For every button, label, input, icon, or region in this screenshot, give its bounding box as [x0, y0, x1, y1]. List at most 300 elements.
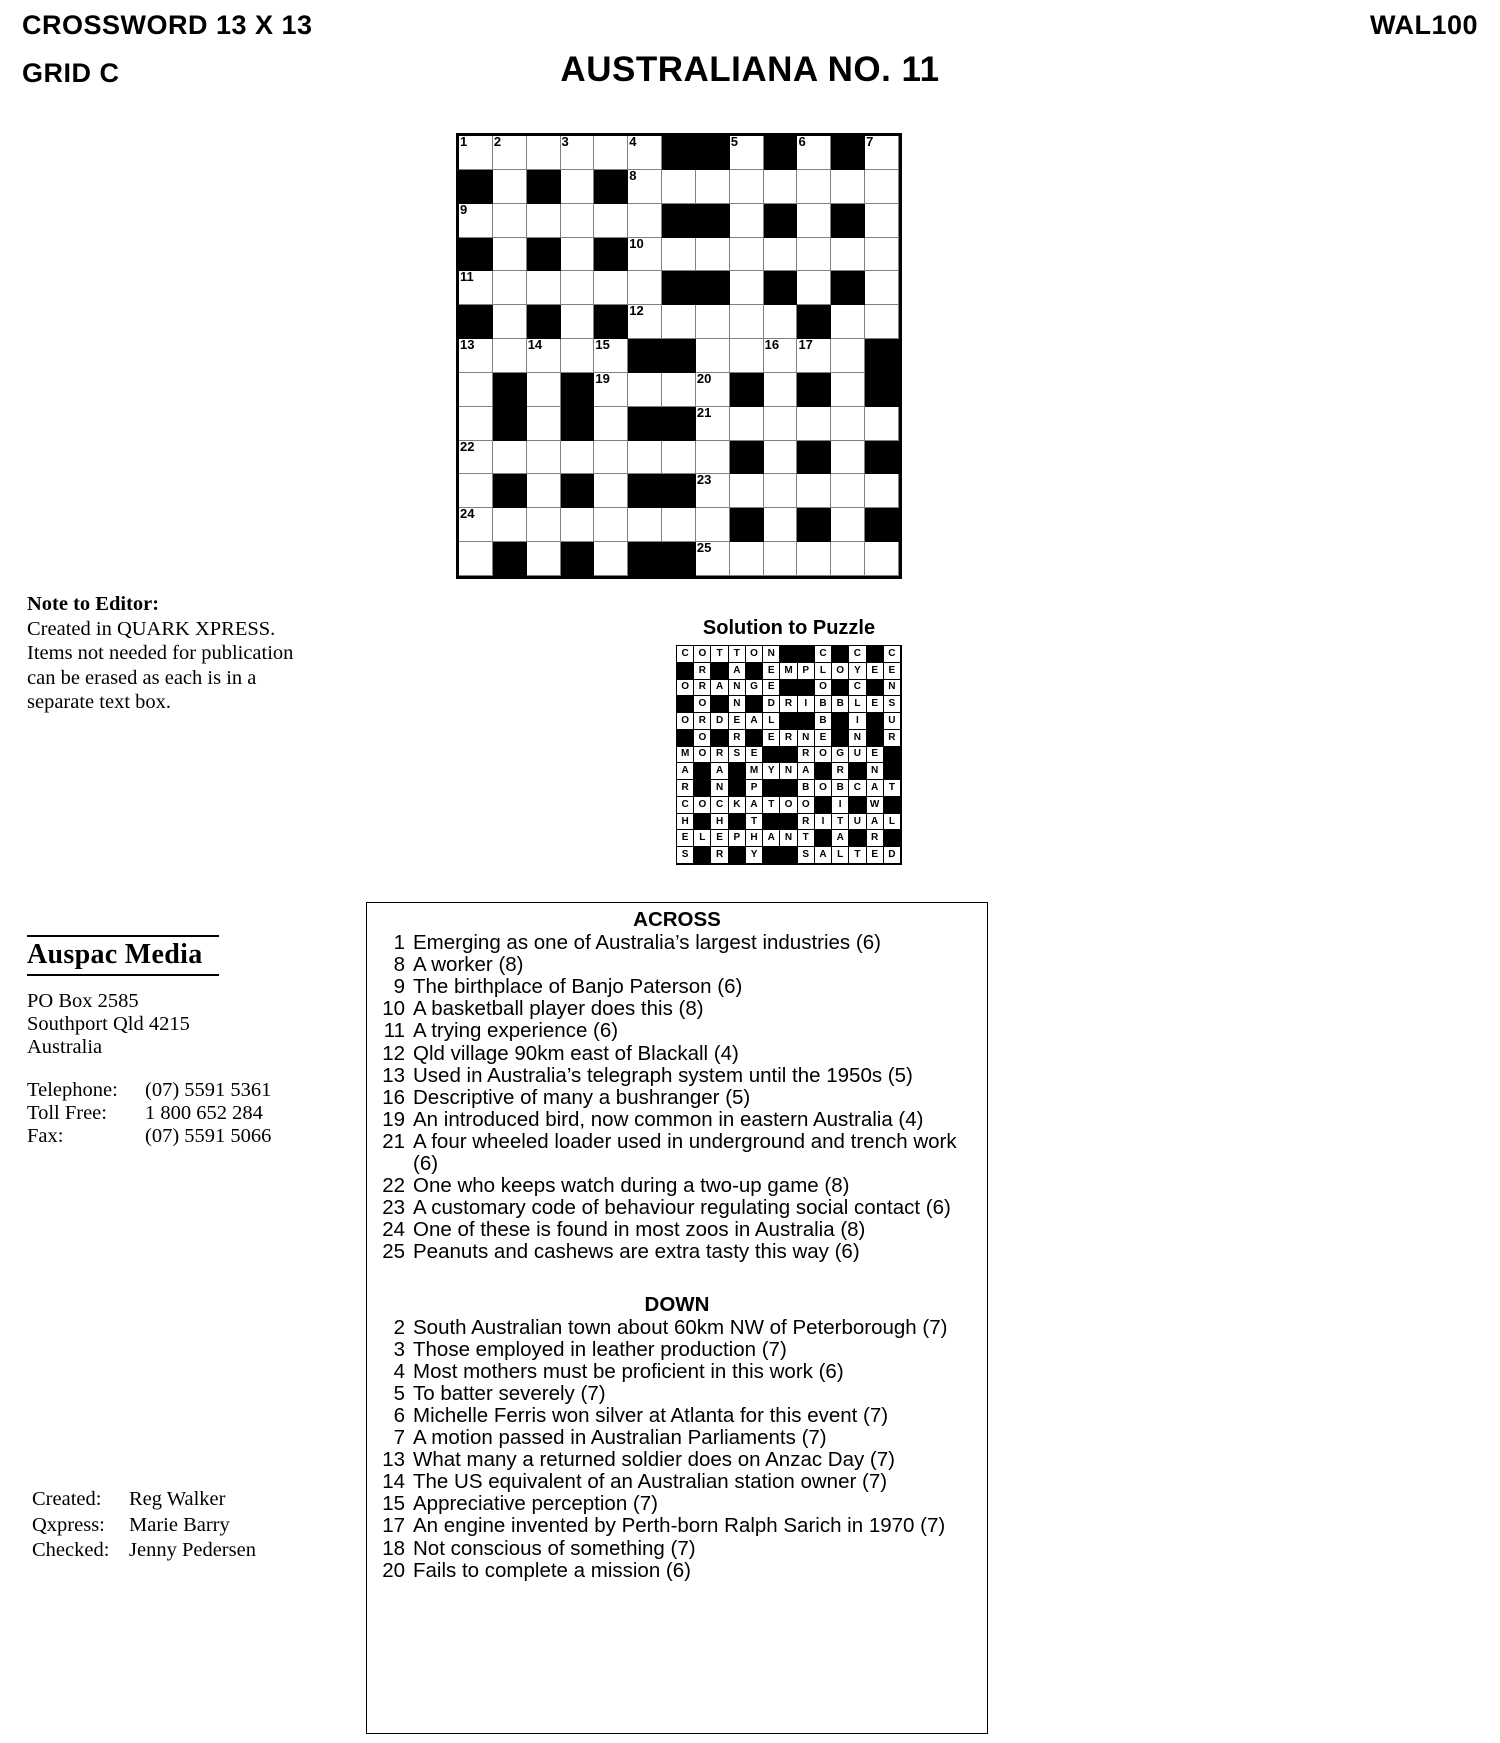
- grid-cell[interactable]: [459, 438, 493, 475]
- grid-cell[interactable]: [831, 474, 865, 508]
- solution-letter-cell: H: [677, 814, 694, 831]
- solution-letter-cell: A: [867, 780, 884, 797]
- solution-letter-cell: E: [711, 830, 728, 847]
- grid-cell[interactable]: [797, 238, 831, 272]
- solution-block-cell: [832, 730, 849, 747]
- grid-cell[interactable]: [561, 136, 595, 170]
- across-clue-text: An introduced bird, now common in eastern Australia (4): [413, 1107, 924, 1131]
- solution-block-cell: [867, 646, 884, 663]
- down-clue-number: 6: [393, 1403, 405, 1427]
- grid-cell[interactable]: [527, 441, 561, 475]
- grid-cell[interactable]: [730, 339, 764, 373]
- grid-cell[interactable]: [594, 407, 628, 441]
- grid-cell[interactable]: [628, 167, 662, 204]
- solution-block-cell: [711, 663, 728, 680]
- grid-cell[interactable]: [628, 204, 662, 238]
- grid-cell[interactable]: [459, 373, 493, 407]
- solution-letter-cell: U: [884, 713, 901, 730]
- grid-label: GRID C: [22, 58, 120, 88]
- grid-clue-number: 5: [730, 134, 738, 149]
- grid-cell[interactable]: [561, 204, 595, 238]
- grid-block-cell: [594, 170, 628, 204]
- solution-letter-cell: N: [763, 646, 780, 663]
- across-clue-text: One who keeps watch during a two-up game (8): [413, 1174, 850, 1198]
- grid-cell[interactable]: [594, 339, 628, 373]
- grid-cell[interactable]: [831, 407, 865, 441]
- grid-cell[interactable]: [764, 441, 798, 475]
- grid-cell[interactable]: [730, 238, 764, 272]
- across-clue[interactable]: [375, 998, 979, 1020]
- fax-value: (07) 5591 5066: [145, 1125, 272, 1147]
- down-clue[interactable]: [375, 1493, 979, 1515]
- credits-block: [32, 1487, 362, 1564]
- across-clue-number: 13: [382, 1063, 405, 1087]
- across-clue[interactable]: [375, 1219, 979, 1241]
- grid-cell[interactable]: [730, 136, 764, 170]
- grid-clue-number: 3: [561, 134, 569, 149]
- across-heading: ACROSS: [633, 908, 721, 931]
- grid-cell[interactable]: [797, 204, 831, 238]
- grid-cell[interactable]: [459, 339, 493, 373]
- note-line-2: Items not needed for publication: [27, 642, 294, 664]
- solution-letter-cell: B: [815, 713, 832, 730]
- grid-cell[interactable]: [527, 136, 561, 170]
- grid-cell[interactable]: [865, 271, 899, 305]
- across-clue-text: A worker (8): [413, 953, 524, 977]
- grid-cell[interactable]: [561, 238, 595, 272]
- grid-cell[interactable]: [865, 542, 899, 576]
- grid-cell[interactable]: [730, 170, 764, 204]
- solution-block-cell: [729, 847, 746, 864]
- solution-letter-cell: L: [763, 713, 780, 730]
- down-clue-number: 20: [382, 1558, 405, 1582]
- grid-cell[interactable]: [764, 542, 798, 576]
- grid-clue-number: 23: [696, 472, 712, 488]
- grid-cell[interactable]: [527, 339, 561, 373]
- grid-block-cell: [527, 170, 561, 204]
- qxpress-row: [32, 1513, 362, 1539]
- solution-letter-cell: M: [780, 663, 797, 680]
- grid-cell[interactable]: [561, 305, 595, 339]
- telephone-row: [27, 1079, 327, 1102]
- solution-letter-cell: P: [746, 780, 763, 797]
- grid-block-cell: [594, 305, 628, 339]
- grid-cell[interactable]: [797, 474, 831, 508]
- solution-letter-cell: N: [711, 780, 728, 797]
- grid-cell[interactable]: [764, 305, 798, 339]
- across-clue[interactable]: [375, 1197, 979, 1219]
- down-clue[interactable]: [375, 1427, 979, 1449]
- down-clue[interactable]: [375, 1405, 979, 1427]
- across-clue-text: Qld village 90km east of Blackall (4): [413, 1041, 739, 1065]
- auspac-media-block: [27, 935, 327, 1148]
- solution-letter-cell: T: [832, 814, 849, 831]
- solution-block-cell: [694, 763, 711, 780]
- across-clue-text: Descriptive of many a bushranger (5): [413, 1085, 751, 1109]
- grid-cell[interactable]: [628, 305, 662, 339]
- across-clue-text: Emerging as one of Australia’s largest industries (6): [413, 931, 881, 955]
- solution-letter-cell: O: [780, 797, 797, 814]
- grid-cell[interactable]: [594, 271, 628, 305]
- solution-letter-cell: A: [798, 763, 815, 780]
- grid-cell[interactable]: [527, 407, 561, 441]
- solution-block-cell: [711, 696, 728, 713]
- grid-cell[interactable]: [493, 508, 527, 542]
- contact-numbers: [27, 1079, 327, 1148]
- grid-cell[interactable]: [459, 271, 493, 305]
- solution-block-cell: [884, 830, 901, 847]
- down-clue[interactable]: [375, 1339, 979, 1361]
- solution-letter-cell: M: [677, 747, 694, 764]
- solution-block-cell: [815, 830, 832, 847]
- down-clue[interactable]: [375, 1449, 979, 1471]
- solution-letter-cell: R: [694, 663, 711, 680]
- solution-letter-cell: A: [867, 814, 884, 831]
- across-clue[interactable]: [375, 1241, 979, 1263]
- grid-cell[interactable]: [797, 170, 831, 204]
- solution-block-cell: [694, 847, 711, 864]
- grid-cell[interactable]: [730, 407, 764, 441]
- solution-letter-cell: R: [694, 713, 711, 730]
- grid-cell[interactable]: [594, 508, 628, 542]
- grid-block-cell: [628, 474, 662, 508]
- grid-cell[interactable]: [493, 271, 527, 305]
- solution-letter-cell: H: [711, 814, 728, 831]
- down-clue[interactable]: [375, 1560, 979, 1582]
- grid-cell[interactable]: [865, 238, 899, 272]
- down-clue-text: Michelle Ferris won silver at Atlanta for this event (7): [413, 1403, 889, 1427]
- grid-block-cell: [459, 238, 493, 272]
- grid-cell[interactable]: [764, 474, 798, 508]
- grid-clue-number: 14: [527, 337, 543, 353]
- across-clue-number: 8: [393, 953, 405, 977]
- solution-letter-cell: C: [677, 646, 694, 663]
- grid-clue-number: 12: [629, 303, 644, 319]
- grid-clue-number: 17: [798, 337, 813, 353]
- grid-cell[interactable]: [797, 271, 831, 305]
- solution-block-cell: [763, 814, 780, 831]
- grid-block-cell: [493, 407, 527, 441]
- solution-letter-cell: B: [832, 780, 849, 797]
- grid-cell[interactable]: [459, 508, 493, 542]
- grid-cell[interactable]: [865, 204, 899, 238]
- solution-letter-cell: L: [832, 847, 849, 864]
- grid-cell[interactable]: [459, 407, 493, 441]
- grid-cell[interactable]: [527, 373, 561, 407]
- tollfree-row: [27, 1102, 327, 1125]
- solution-letter-cell: S: [884, 696, 901, 713]
- across-clue[interactable]: [375, 976, 979, 998]
- solution-letter-cell: T: [798, 830, 815, 847]
- grid-block-cell: [662, 407, 696, 441]
- grid-clue-number: 21: [696, 404, 712, 420]
- grid-clue-number: 2: [493, 134, 502, 149]
- grid-block-cell: [730, 441, 764, 475]
- across-clue-number: 22: [382, 1174, 405, 1198]
- solution-letter-cell: C: [849, 680, 866, 697]
- created-row: [32, 1487, 362, 1513]
- across-clue[interactable]: [375, 1065, 979, 1087]
- solution-letter-cell: B: [798, 780, 815, 797]
- grid-cell[interactable]: [797, 339, 831, 373]
- grid-clue-number: 15: [595, 337, 610, 353]
- grid-cell[interactable]: [696, 404, 730, 441]
- solution-letter-cell: O: [694, 797, 711, 814]
- grid-block-cell: [662, 542, 696, 576]
- grid-block-cell: [797, 373, 831, 407]
- down-clue[interactable]: [375, 1471, 979, 1493]
- grid-cell[interactable]: [831, 238, 865, 272]
- grid-block-cell: [831, 204, 865, 238]
- down-clue-text: An engine invented by Perth-born Ralph Sarich in 1970 (7): [413, 1514, 946, 1538]
- grid-block-cell: [696, 271, 730, 305]
- grid-clue-number: 4: [629, 134, 637, 149]
- grid-block-cell: [561, 373, 595, 407]
- clue-list-box: [366, 902, 988, 1734]
- grid-cell[interactable]: [527, 474, 561, 508]
- solution-block-cell: [746, 696, 763, 713]
- grid-cell[interactable]: [797, 136, 831, 170]
- down-clue-number: 2: [393, 1315, 405, 1339]
- grid-cell[interactable]: [662, 238, 696, 272]
- grid-cell[interactable]: [628, 271, 662, 305]
- solution-letter-cell: E: [867, 847, 884, 864]
- grid-cell[interactable]: [594, 441, 628, 475]
- solution-letter-cell: H: [746, 830, 763, 847]
- grid-cell[interactable]: [527, 508, 561, 542]
- grid-cell[interactable]: [831, 508, 865, 542]
- grid-cell[interactable]: [764, 407, 798, 441]
- down-clue[interactable]: [375, 1538, 979, 1560]
- down-clue-text: What many a returned soldier does on Anzac Day (7): [413, 1448, 895, 1472]
- grid-cell[interactable]: [696, 170, 730, 204]
- grid-cell[interactable]: [493, 339, 527, 373]
- grid-cell[interactable]: [696, 441, 730, 475]
- grid-cell[interactable]: [696, 238, 730, 272]
- solution-letter-cell: O: [815, 780, 832, 797]
- address-line-1: PO Box 2585: [27, 990, 139, 1012]
- note-line-4: separate text box.: [27, 691, 172, 713]
- grid-cell[interactable]: [865, 305, 899, 339]
- down-clue-text: South Australian town about 60km NW of Peterborough (7): [413, 1315, 948, 1339]
- grid-cell[interactable]: [493, 170, 527, 204]
- solution-letter-cell: A: [711, 680, 728, 697]
- grid-cell[interactable]: [459, 201, 493, 238]
- grid-cell[interactable]: [561, 170, 595, 204]
- grid-cell[interactable]: [730, 474, 764, 508]
- grid-cell[interactable]: [662, 170, 696, 204]
- solution-block-cell: [677, 696, 694, 713]
- down-clue-number: 14: [382, 1470, 405, 1494]
- solution-letter-cell: A: [746, 797, 763, 814]
- grid-cell[interactable]: [865, 474, 899, 508]
- grid-cell[interactable]: [865, 136, 899, 170]
- grid-cell[interactable]: [696, 305, 730, 339]
- qxpress-value: Marie Barry: [129, 1513, 230, 1536]
- grid-cell[interactable]: [831, 305, 865, 339]
- down-clue-number: 3: [393, 1337, 405, 1361]
- down-clue-text: Most mothers must be proficient in this work (6): [413, 1359, 844, 1383]
- grid-cell[interactable]: [662, 508, 696, 542]
- across-clue[interactable]: [375, 954, 979, 976]
- tollfree-label: Toll Free:: [27, 1102, 107, 1124]
- grid-cell[interactable]: [696, 474, 730, 508]
- grid-cell[interactable]: [730, 305, 764, 339]
- solution-letter-cell: C: [677, 797, 694, 814]
- grid-cell[interactable]: [493, 305, 527, 339]
- grid-block-cell: [764, 136, 798, 170]
- solution-letter-cell: M: [746, 763, 763, 780]
- across-clue-number: 10: [382, 997, 405, 1021]
- grid-cell[interactable]: [764, 373, 798, 407]
- grid-cell[interactable]: [628, 373, 662, 407]
- grid-cell[interactable]: [459, 136, 493, 170]
- brand-name: Auspac Media: [27, 939, 203, 970]
- down-clue-number: 7: [393, 1426, 405, 1450]
- solution-block-cell: [780, 680, 797, 697]
- grid-clue-number: 20: [696, 370, 712, 386]
- grid-cell[interactable]: [797, 542, 831, 576]
- solution-letter-cell: R: [711, 747, 728, 764]
- solution-block-cell: [780, 646, 797, 663]
- solution-letter-cell: R: [798, 814, 815, 831]
- solution-letter-cell: E: [884, 663, 901, 680]
- grid-cell[interactable]: [764, 170, 798, 204]
- solution-block-cell: [729, 814, 746, 831]
- across-clue[interactable]: [375, 932, 979, 954]
- grid-cell[interactable]: [831, 441, 865, 475]
- across-clue[interactable]: [375, 1109, 979, 1131]
- grid-cell[interactable]: [831, 542, 865, 576]
- solution-letter-cell: A: [746, 713, 763, 730]
- solution-letter-cell: O: [798, 797, 815, 814]
- grid-clue-number: 10: [629, 235, 644, 251]
- grid-clue-number: 7: [866, 134, 874, 149]
- down-clue[interactable]: [375, 1361, 979, 1383]
- across-clue-text: A trying experience (6): [413, 1019, 619, 1043]
- grid-cell[interactable]: [527, 542, 561, 576]
- grid-cell[interactable]: [764, 238, 798, 272]
- grid-cell[interactable]: [628, 508, 662, 542]
- down-clue[interactable]: [375, 1317, 979, 1339]
- grid-cell[interactable]: [594, 136, 628, 170]
- grid-cell[interactable]: [797, 407, 831, 441]
- grid-cell[interactable]: [561, 441, 595, 475]
- grid-cell[interactable]: [594, 370, 628, 407]
- across-clue-number: 19: [382, 1107, 405, 1131]
- solution-block-cell: [832, 680, 849, 697]
- across-clue[interactable]: [375, 1043, 979, 1065]
- grid-cell[interactable]: [594, 542, 628, 576]
- grid-cell[interactable]: [459, 474, 493, 508]
- grid-cell[interactable]: [459, 542, 493, 576]
- grid-cell[interactable]: [493, 204, 527, 238]
- grid-cell[interactable]: [628, 136, 662, 170]
- grid-cell[interactable]: [730, 204, 764, 238]
- grid-cell[interactable]: [493, 441, 527, 475]
- grid-cell[interactable]: [730, 271, 764, 305]
- grid-cell[interactable]: [561, 339, 595, 373]
- across-clue[interactable]: [375, 1175, 979, 1197]
- solution-letter-cell: G: [746, 680, 763, 697]
- across-clue[interactable]: [375, 1020, 979, 1042]
- grid-cell[interactable]: [561, 271, 595, 305]
- solution-letter-cell: E: [763, 680, 780, 697]
- solution-letter-cell: N: [867, 763, 884, 780]
- puzzle-code: WAL100: [1369, 10, 1478, 40]
- grid-cell[interactable]: [730, 542, 764, 576]
- grid-cell[interactable]: [696, 370, 730, 407]
- grid-cell[interactable]: [561, 508, 595, 542]
- grid-cell[interactable]: [493, 136, 527, 170]
- across-clue-number: 23: [382, 1196, 405, 1220]
- grid-block-cell: [696, 136, 730, 170]
- grid-cell[interactable]: [628, 235, 662, 272]
- grid-clue-number: 13: [460, 337, 475, 353]
- solution-letter-cell: O: [694, 696, 711, 713]
- grid-cell[interactable]: [527, 204, 561, 238]
- solution-letter-cell: N: [729, 680, 746, 697]
- grid-cell[interactable]: [865, 407, 899, 441]
- grid-cell[interactable]: [628, 441, 662, 475]
- grid-block-cell: [628, 407, 662, 441]
- grid-cell[interactable]: [696, 339, 730, 373]
- grid-cell[interactable]: [831, 170, 865, 204]
- grid-cell[interactable]: [662, 373, 696, 407]
- solution-letter-cell: P: [798, 663, 815, 680]
- grid-block-cell: [865, 441, 899, 475]
- grid-cell[interactable]: [493, 238, 527, 272]
- grid-cell[interactable]: [764, 339, 798, 373]
- grid-cell[interactable]: [696, 508, 730, 542]
- solution-letter-cell: E: [729, 713, 746, 730]
- grid-cell[interactable]: [831, 339, 865, 373]
- crossword-grid[interactable]: [456, 133, 902, 579]
- grid-cell[interactable]: [696, 542, 730, 576]
- solution-letter-cell: R: [711, 847, 728, 864]
- grid-clue-number: 8: [629, 167, 637, 183]
- across-clue[interactable]: [375, 1131, 979, 1175]
- solution-letter-cell: C: [711, 797, 728, 814]
- grid-cell[interactable]: [527, 271, 561, 305]
- grid-cell[interactable]: [662, 305, 696, 339]
- solution-letter-cell: C: [849, 646, 866, 663]
- checked-value: Jenny Pedersen: [129, 1539, 256, 1561]
- down-clue[interactable]: [375, 1515, 979, 1537]
- grid-block-cell: [493, 474, 527, 508]
- solution-letter-cell: R: [884, 730, 901, 747]
- solution-letter-cell: O: [694, 747, 711, 764]
- grid-cell[interactable]: [662, 441, 696, 475]
- down-clue-number: 15: [382, 1492, 405, 1516]
- grid-block-cell: [628, 542, 662, 576]
- solution-block-cell: [832, 646, 849, 663]
- grid-cell[interactable]: [594, 474, 628, 508]
- fax-label: Fax:: [27, 1125, 64, 1147]
- grid-cell[interactable]: [594, 204, 628, 238]
- solution-letter-cell: O: [815, 747, 832, 764]
- down-clue[interactable]: [375, 1383, 979, 1405]
- solution-letter-cell: D: [763, 696, 780, 713]
- grid-cell[interactable]: [831, 373, 865, 407]
- across-clue-text: One of these is found in most zoos in Australia (8): [413, 1218, 866, 1242]
- grid-cell[interactable]: [865, 170, 899, 204]
- grid-cell[interactable]: [764, 508, 798, 542]
- across-clue-text: Peanuts and cashews are extra tasty this way (6): [413, 1240, 860, 1264]
- across-clue[interactable]: [375, 1087, 979, 1109]
- solution-block-cell: [849, 763, 866, 780]
- brand-rule-bottom: [27, 974, 219, 976]
